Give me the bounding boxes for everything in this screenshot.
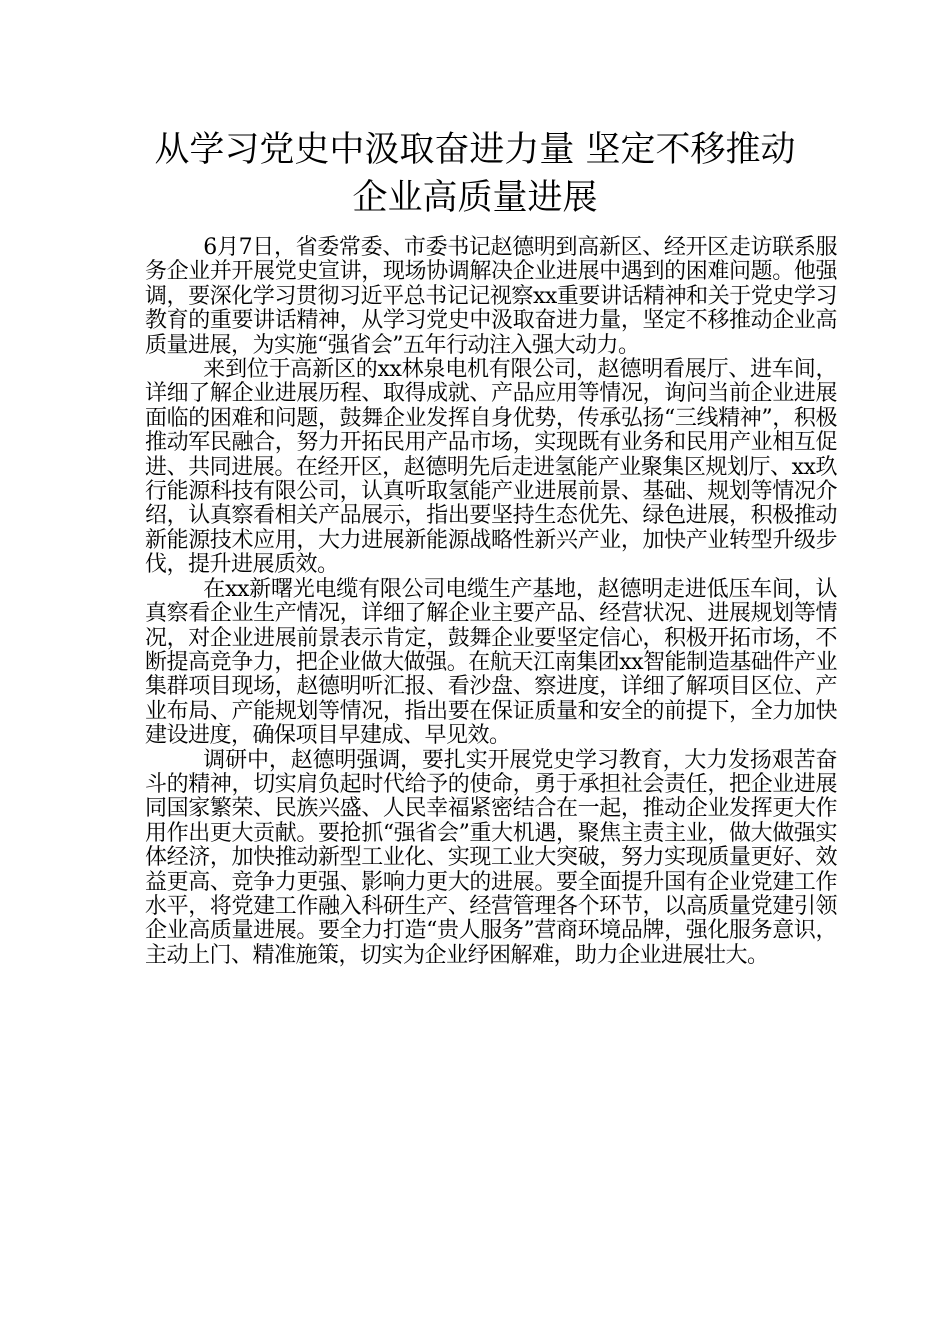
paragraph: 在xx新曙光电缆有限公司电缆生产基地，赵德明走进低压车间，认真察看企业生产情况，详细了解企业主要产品、经营状况、进展规划等情况，对企业进展前景表示肯定，鼓舞企业要坚定信心，积极开拓市场，不断提高竞争力，把企业做大做强。在航天江南集团xx智能制造基础件产业集群项目现场，赵德明听汇报、看沙盘、察进度，详细了解项目区位、产业布局、产能规划等情况，指出要在保证质量和安全的前提下，全力加快建设进度，确保项目早建成、早见效。 [145,576,837,749]
document-title-line-2: 企业高质量进展 [352,178,598,218]
paragraph: 6月7日，省委常委、市委书记赵德明到高新区、经开区走访联系服务企业并开展党史宣讲，现场协调解决企业进展中遇到的困难问题。他强调，要深化学习贯彻习近平总书记记视察xx重要讲话精神和关于党史学习教育的重要讲话精神，从学习党史中汲取奋进力量，坚定不移推动企业高质量进展，为实施“强省会”五年行动注入强大动力。 [145,235,837,358]
document-body [145,236,837,968]
paragraph: 调研中，赵德明强调，要扎实开展党史学习教育，大力发扬艰苦奋斗的精神，切实肩负起时代给予的使命，勇于承担社会责任，把企业进展同国家繁荣、民族兴盛、人民幸福紧密结合在一起，推动企业发挥更大作用作出更大贡献。要抢抓“强省会”重大机遇，聚焦主责主业，做大做强实体经济，加快推动新型工业化、实现工业大突破，努力实现质量更好、效益更高、竞争力更强、影响力更大的进展。要全面提升国有企业党建工作水平，将党建工作融入科研生产、经营管理各个环节，以高质量党建引领企业高质量进展。要全力打造“贵人服务”营商环境品牌，强化服务意识，主动上门、精准施策，切实为企业纾困解难，助力企业进展壮大。 [145,747,837,968]
document-title [120,126,830,222]
paragraph: 来到位于高新区的xx林泉电机有限公司，赵德明看展厅、进车间，详细了解企业进展历程、取得成就、产品应用等情况，询问当前企业进展面临的困难和问题，鼓舞企业发挥自身优势，传承弘扬“三线精神”，积极推动军民融合，努力开拓民用产品市场，实现既有业务和民用产业相互促进、共同进展。在经开区，赵德明先后走进氢能产业聚集区规划厅、xx玖行能源科技有限公司，认真听取氢能产业进展前景、基础、规划等情况介绍，认真察看相关产品展示，指出要坚持生态优先、绿色进展，积极推动新能源技术应用，大力进展新能源战略性新兴产业，加快产业转型升级步伐，提升进展质效。 [145,357,837,578]
document-title-line-1: 从学习党史中汲取奋进力量 坚定不移推动 [154,130,796,170]
